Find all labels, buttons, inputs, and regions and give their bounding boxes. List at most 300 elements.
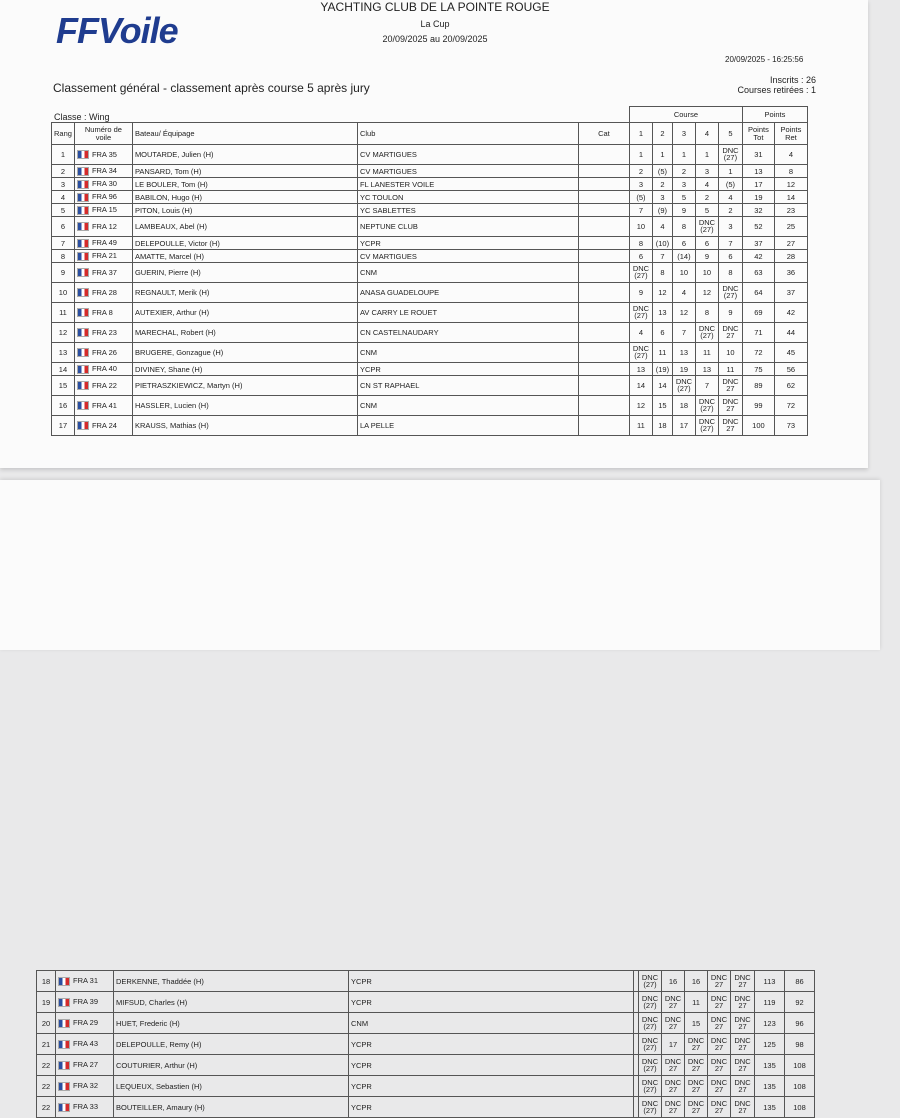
col-c3: 3 [672,123,695,145]
points-retained-cell: 4 [774,145,807,165]
race-5-result [718,178,742,191]
france-flag-icon [58,1061,70,1070]
category-cell [578,204,629,217]
race-score: 3 [681,179,687,189]
race-1-result [629,237,652,250]
sail-number-cell [74,283,132,303]
category-cell [578,343,629,363]
points-total-cell: 63 [742,263,774,283]
race-1-result [639,992,662,1013]
club-cell: YCPR [349,1097,634,1118]
category-cell [578,191,629,204]
points-retained-cell: 27 [774,237,807,250]
race-3-result [672,204,695,217]
page-two [0,480,880,1115]
points-retained-cell: 14 [774,191,807,204]
rank-cell: 5 [52,204,75,217]
points-total-cell: 64 [742,283,774,303]
race-score: 8 [660,268,665,277]
race-3-result [672,237,695,250]
race-score: DNC (27) [641,1035,659,1052]
crew-name-cell: DIVINEY, Shane (H) [132,363,357,376]
race-score: 1 [660,150,665,159]
crew-name-cell: MARECHAL, Robert (H) [132,323,357,343]
race-score: 1 [638,150,644,159]
race-score: DNC 27 [710,1077,728,1094]
club-cell: CN ST RAPHAEL [357,376,578,396]
race-4-result [695,323,718,343]
sail-number: FRA 26 [91,347,117,357]
rank-cell: 7 [52,237,75,250]
france-flag-icon [77,222,89,231]
crew-name-cell: PANSARD, Tom (H) [132,165,357,178]
category-cell [578,283,629,303]
club-cell: YCPR [349,1034,634,1055]
registration-summary [700,75,816,95]
race-score: 4 [638,328,644,337]
race-score: 9 [638,288,644,297]
race-2-result [662,1034,685,1055]
crew-name-cell: BABILON, Hugo (H) [132,191,357,204]
france-flag-icon [77,288,89,297]
race-3-result [685,1097,708,1118]
race-2-result [662,1055,685,1076]
race-1-result [629,416,652,436]
race-2-result [652,237,672,250]
rank-cell: 16 [52,396,75,416]
points-retained-cell: 36 [774,263,807,283]
race-1-result [639,1034,662,1055]
club-cell: YC TOULON [357,191,578,204]
race-5-result [718,283,742,303]
race-1-result [629,165,652,178]
race-score: 9 [728,308,733,317]
crew-name-cell: HASSLER, Lucien (H) [132,396,357,416]
club-cell: FL LANESTER VOILE [357,178,578,191]
points-total-cell: 135 [755,1076,785,1097]
sail-number-cell [74,191,132,204]
france-flag-icon [77,167,89,176]
crew-name-cell: MOUTARDE, Julien (H) [132,145,357,165]
sail-number-cell [74,263,132,283]
table-row [52,165,808,178]
category-cell [578,145,629,165]
category-cell [578,165,629,178]
race-score: DNC 27 [710,1056,728,1073]
sail-number-cell [74,204,132,217]
france-flag-icon [77,268,89,277]
france-flag-icon [77,365,89,374]
race-score: DNC 27 [664,1056,682,1073]
points-retained-cell: 44 [774,323,807,343]
race-3-result [672,178,695,191]
sail-number: FRA 8 [91,307,113,317]
race-score: 11 [692,997,700,1007]
race-score: DNC (27) [641,1056,659,1073]
race-3-result [685,1055,708,1076]
race-2-result [652,283,672,303]
france-flag-icon [77,193,89,202]
points-retained-cell: 23 [774,204,807,217]
club-cell: CNM [357,263,578,283]
france-flag-icon [77,401,89,410]
race-score: 2 [681,166,687,176]
race-3-result [672,145,695,165]
race-score: 2 [728,205,733,215]
crew-name-cell: DELEPOULLE, Remy (H) [114,1034,349,1055]
race-1-result [629,343,652,363]
race-score: 4 [704,179,710,189]
race-2-result [652,165,672,178]
category-cell [578,237,629,250]
course-group-header: Course [629,107,742,123]
ffvoile-logo: FFVoile [56,10,178,51]
category-cell [578,250,629,263]
table-row [52,145,808,165]
race-5-result [731,1097,755,1118]
race-2-result [652,178,672,191]
race-3-result [672,363,695,376]
race-score: 12 [679,308,689,317]
race-1-result [639,1055,662,1076]
race-5-result [731,1034,755,1055]
race-2-result [662,1013,685,1034]
race-2-result [652,376,672,396]
race-score: DNC (27) [641,972,659,989]
race-4-result [695,204,718,217]
race-score: 3 [704,166,710,176]
race-score: 8 [638,238,644,248]
france-flag-icon [58,1103,70,1112]
race-1-result [639,1013,662,1034]
race-score: DNC 27 [722,377,739,393]
sail-number: FRA 15 [91,205,117,215]
points-retained-cell: 98 [785,1034,815,1055]
sail-number-cell [74,376,132,396]
race-score: 8 [728,268,733,277]
col-c5: 5 [718,123,742,145]
table-row [52,237,808,250]
sail-number-cell [56,992,114,1013]
race-2-result [652,396,672,416]
sail-number: FRA 41 [91,400,117,410]
club-name: YACHTING CLUB DE LA POINTE ROUGE [320,0,550,14]
sail-number: FRA 96 [91,192,117,202]
race-1-result [629,204,652,217]
race-2-result [652,217,672,237]
race-score: DNC 27 [734,1077,751,1094]
race-score: 10 [702,268,712,277]
france-flag-icon [77,180,89,189]
sail-number-cell [74,178,132,191]
points-retained-cell: 72 [774,396,807,416]
category-cell [578,416,629,436]
points-total-cell: 72 [742,343,774,363]
points-retained-cell: 42 [774,303,807,323]
category-cell [578,376,629,396]
sail-number-cell [56,1013,114,1034]
rank-cell: 3 [52,178,75,191]
race-3-result [672,303,695,323]
rank-cell: 11 [52,303,75,323]
race-score: DNC 27 [734,1056,751,1073]
race-2-result [652,416,672,436]
col-bateau: Bateau/ Équipage [132,123,357,145]
sail-number-cell [74,250,132,263]
race-score: DNC 27 [710,993,728,1010]
france-flag-icon [77,421,89,430]
club-cell: YCPR [357,237,578,250]
race-1-result [629,178,652,191]
race-4-result [708,1013,731,1034]
rank-cell: 1 [52,145,75,165]
race-4-result [708,1034,731,1055]
rank-cell: 14 [52,363,75,376]
points-total-cell: 135 [755,1097,785,1118]
points-total-cell: 123 [755,1013,785,1034]
crew-name-cell: PIETRASZKIEWICZ, Martyn (H) [132,376,357,396]
race-score: 5 [704,205,710,215]
sail-number: FRA 27 [73,1060,99,1070]
race-score: DNC 27 [734,1014,751,1031]
race-score: DNC (27) [698,397,716,413]
page-one [0,0,868,468]
race-1-result [629,191,652,204]
race-5-result [718,376,742,396]
race-2-result [652,323,672,343]
race-score: (10) [655,238,670,248]
race-3-result [685,1034,708,1055]
france-flag-icon [77,381,89,390]
race-score: 10 [636,222,646,231]
race-score: DNC (27) [641,1014,659,1031]
crew-name-cell: LEQUEUX, Sebastien (H) [114,1076,349,1097]
race-score: DNC 27 [734,1098,751,1115]
race-score: DNC (27) [675,377,693,393]
table-row [37,992,815,1013]
france-flag-icon [77,252,89,261]
race-score: (9) [657,205,668,215]
race-1-result [629,323,652,343]
sail-number: FRA 21 [91,251,117,261]
table-row [37,1013,815,1034]
sail-number: FRA 12 [91,221,117,231]
sail-number: FRA 35 [91,149,117,159]
race-score: DNC (27) [641,1077,659,1094]
points-retained-cell: 108 [785,1055,815,1076]
crew-name-cell: BOUTEILLER, Amaury (H) [114,1097,349,1118]
sail-number: FRA 24 [91,420,117,430]
club-cell: YCPR [349,1076,634,1097]
table-row [37,1097,815,1118]
sail-number-cell [74,217,132,237]
rank-cell: 10 [52,283,75,303]
points-total-cell: 31 [742,145,774,165]
race-score: DNC (27) [632,304,650,320]
race-score: 11 [703,348,711,357]
class-label: Classe : Wing [54,112,110,122]
race-score: 4 [660,222,665,231]
table-row [52,217,808,237]
race-score: DNC 27 [664,1077,682,1094]
race-score: DNC 27 [664,1014,682,1031]
table-row [52,191,808,204]
rank-cell: 22 [37,1097,56,1118]
points-total-cell: 71 [742,323,774,343]
race-4-result [695,263,718,283]
race-score: 15 [691,1018,701,1028]
crew-name-cell: GUERIN, Pierre (H) [132,263,357,283]
race-score: 8 [704,308,710,317]
race-1-result [639,1076,662,1097]
rank-cell: 8 [52,250,75,263]
rank-cell: 2 [52,165,75,178]
race-score: 14 [636,381,646,390]
race-score: DNC (27) [698,324,716,340]
points-retained-cell: 96 [785,1013,815,1034]
table-row [52,363,808,376]
race-score: DNC (27) [641,993,659,1010]
race-score: 13 [658,308,667,317]
points-total-cell: 42 [742,250,774,263]
race-2-result [652,204,672,217]
points-total-cell: 37 [742,237,774,250]
points-retained-cell: 45 [774,343,807,363]
race-5-result [718,165,742,178]
col-ret: Points Ret [774,123,807,145]
crew-name-cell: LE BOULER, Tom (H) [132,178,357,191]
race-3-result [685,1076,708,1097]
club-cell: YC SABLETTES [357,204,578,217]
category-cell [578,323,629,343]
sail-number: FRA 22 [91,380,117,390]
sail-number-cell [74,165,132,178]
crew-name-cell: MIFSUD, Charles (H) [114,992,349,1013]
race-score: DNC 27 [722,417,739,433]
table-row [52,283,808,303]
race-score: DNC 27 [687,1056,705,1073]
category-cell [578,263,629,283]
race-5-result [718,250,742,263]
race-2-result [662,992,685,1013]
sail-number: FRA 34 [91,166,117,176]
club-cell: CV MARTIGUES [357,250,578,263]
table-row [52,178,808,191]
table-row [37,971,815,992]
crew-name-cell: AUTEXIER, Arthur (H) [132,303,357,323]
sail-number-cell [56,1097,114,1118]
rank-cell: 15 [52,376,75,396]
race-score: 5 [681,192,687,202]
page-title: Classement général - classement après course 5 après jury [53,81,370,95]
table-row [52,250,808,263]
race-2-result [662,1097,685,1118]
rank-cell: 20 [37,1013,56,1034]
france-flag-icon [58,998,70,1007]
sail-number-cell [56,971,114,992]
sail-number: FRA 31 [73,976,99,986]
race-4-result [708,1076,731,1097]
race-score: DNC 27 [687,1077,705,1094]
race-5-result [718,343,742,363]
table-row [52,343,808,363]
race-5-result [731,1055,755,1076]
col-tot: Points Tot [742,123,774,145]
race-5-result [718,237,742,250]
sail-number-cell [74,396,132,416]
club-cell: CV MARTIGUES [357,145,578,165]
points-retained-cell: 28 [774,250,807,263]
race-score: 7 [681,328,687,337]
race-5-result [718,323,742,343]
race-score: 8 [681,222,687,231]
rank-cell: 19 [37,992,56,1013]
results-table-page1 [51,106,808,436]
race-score: 12 [658,288,667,297]
race-score: 4 [681,288,687,297]
crew-name-cell: AMATTE, Marcel (H) [132,250,357,263]
rank-cell: 9 [52,263,75,283]
race-5-result [718,303,742,323]
rank-cell: 4 [52,191,75,204]
sail-number-cell [74,237,132,250]
france-flag-icon [58,1082,70,1091]
sail-number-cell [74,145,132,165]
race-2-result [652,145,672,165]
crew-name-cell: DELEPOULLE, Victor (H) [132,237,357,250]
table-row [52,204,808,217]
crew-name-cell: LAMBEAUX, Abel (H) [132,217,357,237]
race-4-result [695,363,718,376]
race-4-result [708,992,731,1013]
race-score: DNC 27 [687,1035,705,1052]
print-timestamp: 20/09/2025 - 16:25:56 [725,55,804,64]
race-score: 19 [679,364,689,374]
points-total-cell: 113 [755,971,785,992]
sail-number: FRA 28 [91,287,117,297]
race-4-result [695,396,718,416]
race-score: 6 [681,238,687,248]
sail-number-cell [74,343,132,363]
crew-name-cell: KRAUSS, Mathias (H) [132,416,357,436]
table-row [37,1076,815,1097]
france-flag-icon [77,150,89,159]
race-score: DNC (27) [722,146,739,162]
race-score: DNC (27) [641,1098,659,1115]
race-score: DNC 27 [722,397,739,413]
race-score: (5) [725,179,736,189]
race-3-result [685,992,708,1013]
race-4-result [708,971,731,992]
race-score: 3 [638,179,644,189]
rank-cell: 12 [52,323,75,343]
race-score: 7 [728,238,733,248]
results-table-page2 [36,970,815,1118]
race-2-result [652,263,672,283]
race-5-result [718,396,742,416]
col-rang: Rang [52,123,75,145]
event-name: La Cup [420,19,450,29]
points-total-cell: 119 [755,992,785,1013]
club-cell: CN CASTELNAUDARY [357,323,578,343]
table-row [52,263,808,283]
club-cell: ANASA GUADELOUPE [357,283,578,303]
race-score: DNC 27 [710,1035,728,1052]
race-score: 12 [702,288,712,297]
sail-number: FRA 29 [73,1018,99,1028]
race-score: 11 [637,421,645,430]
sail-number: FRA 37 [91,267,117,277]
